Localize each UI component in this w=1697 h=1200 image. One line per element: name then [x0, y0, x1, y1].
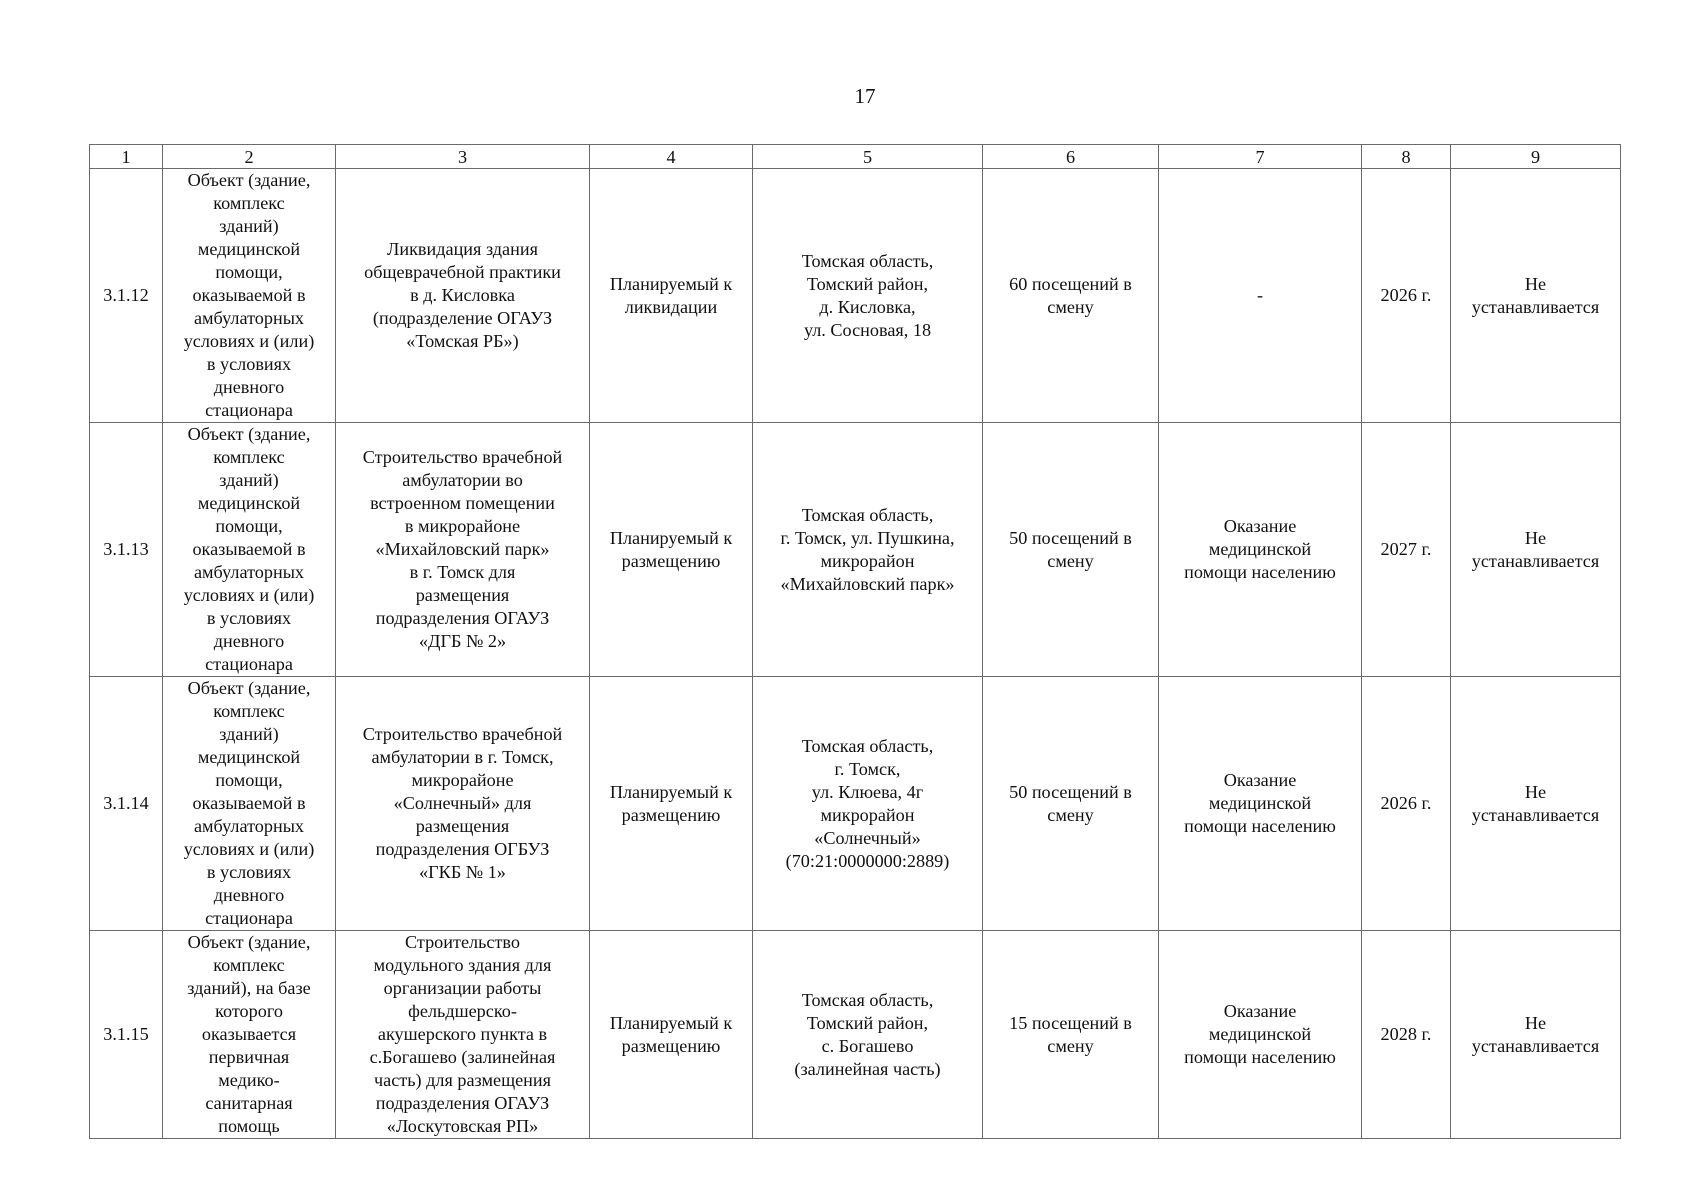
object-type: Объект (здание, комплекс зданий), на базе которого оказывается первичная медико- санитарная помощь [163, 931, 336, 1139]
object-purpose: Оказание медицинской помощи населению [1159, 677, 1362, 931]
object-zone: Не устанавливается [1451, 423, 1621, 677]
objects-table [89, 144, 1621, 1139]
row-number: 3.1.13 [90, 423, 163, 677]
page-number: 17 [854, 84, 876, 108]
object-zone: Не устанавливается [1451, 677, 1621, 931]
object-purpose: - [1159, 169, 1362, 423]
object-action: Строительство врачебной амбулатории в г. Томск, микрорайоне «Солнечный» для размещения подразделения ОГБУЗ «ГКБ № 1» [336, 677, 590, 931]
object-location: Томская область, г. Томск, ул. Пушкина, микрорайон «Михайловский парк» [753, 423, 983, 677]
column-header: 9 [1451, 145, 1621, 169]
object-year: 2028 г. [1362, 931, 1451, 1139]
object-status: Планируемый к ликвидации [590, 169, 753, 423]
object-year: 2026 г. [1362, 677, 1451, 931]
object-zone: Не устанавливается [1451, 931, 1621, 1139]
object-zone: Не устанавливается [1451, 169, 1621, 423]
table-row [90, 169, 1621, 423]
column-header: 2 [163, 145, 336, 169]
object-capacity: 50 посещений в смену [983, 423, 1159, 677]
object-purpose: Оказание медицинской помощи населению [1159, 931, 1362, 1139]
row-number: 3.1.15 [90, 931, 163, 1139]
object-type: Объект (здание, комплекс зданий) медицинской помощи, оказываемой в амбулаторных условиях и (или) в условиях дневного стационара [163, 677, 336, 931]
row-number: 3.1.12 [90, 169, 163, 423]
object-status: Планируемый к размещению [590, 931, 753, 1139]
object-action: Ликвидация здания общеврачебной практики в д. Кисловка (подразделение ОГАУЗ «Томская РБ») [336, 169, 590, 423]
column-header: 4 [590, 145, 753, 169]
column-header: 6 [983, 145, 1159, 169]
column-header: 7 [1159, 145, 1362, 169]
object-location: Томская область, Томский район, д. Кисловка, ул. Сосновая, 18 [753, 169, 983, 423]
object-location: Томская область, Томский район, с. Богашево (залинейная часть) [753, 931, 983, 1139]
object-status: Планируемый к размещению [590, 677, 753, 931]
row-number: 3.1.14 [90, 677, 163, 931]
column-number-row [90, 145, 1621, 169]
object-action: Строительство врачебной амбулатории во встроенном помещении в микрорайоне «Михайловский парк» в г. Томск для размещения подразделения ОГАУЗ «ДГБ № 2» [336, 423, 590, 677]
object-capacity: 50 посещений в смену [983, 677, 1159, 931]
object-type: Объект (здание, комплекс зданий) медицинской помощи, оказываемой в амбулаторных условиях и (или) в условиях дневного стационара [163, 423, 336, 677]
object-year: 2026 г. [1362, 169, 1451, 423]
object-purpose: Оказание медицинской помощи населению [1159, 423, 1362, 677]
object-action: Строительство модульного здания для организации работы фельдшерско- акушерского пункта в с.Богашево (залинейная часть) для размещения подразделения ОГАУЗ «Лоскутовская РП» [336, 931, 590, 1139]
object-year: 2027 г. [1362, 423, 1451, 677]
table-row [90, 677, 1621, 931]
column-header: 5 [753, 145, 983, 169]
object-capacity: 60 посещений в смену [983, 169, 1159, 423]
table-row [90, 423, 1621, 677]
object-status: Планируемый к размещению [590, 423, 753, 677]
object-type: Объект (здание, комплекс зданий) медицинской помощи, оказываемой в амбулаторных условиях и (или) в условиях дневного стационара [163, 169, 336, 423]
table-row [90, 931, 1621, 1139]
column-header: 8 [1362, 145, 1451, 169]
object-capacity: 15 посещений в смену [983, 931, 1159, 1139]
column-header: 3 [336, 145, 590, 169]
object-location: Томская область, г. Томск, ул. Клюева, 4г микрорайон «Солнечный» (70:21:0000000:2889) [753, 677, 983, 931]
column-header: 1 [90, 145, 163, 169]
